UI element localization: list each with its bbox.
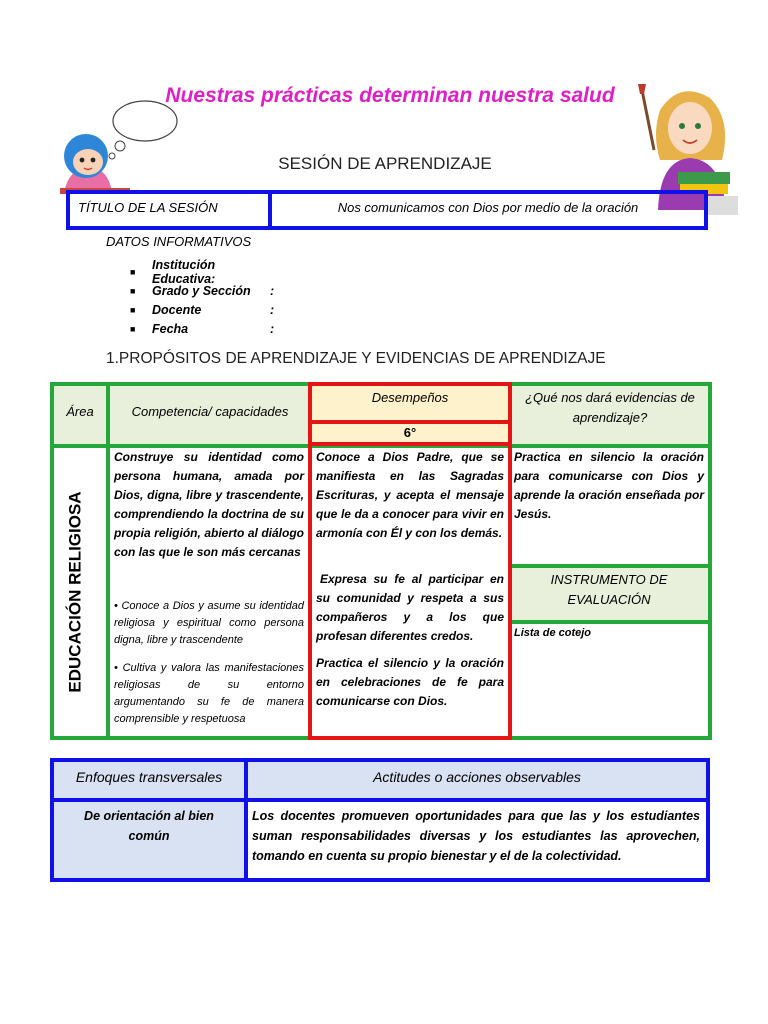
evidencia-text: Practica en silencio la oración para comunicarse con Dios y aprende la oración enseñada por Jesús. (514, 450, 704, 521)
header-area: Área (66, 404, 94, 419)
session-title-label: TÍTULO DE LA SESIÓN (70, 194, 272, 226)
divider (54, 798, 706, 802)
bullet-icon: ■ (130, 304, 136, 315)
purposes-heading: 1.PROPÓSITOS DE APRENDIZAJE Y EVIDENCIAS DE APRENDIZAJE (106, 350, 606, 367)
area-label: EDUCACIÓN RELIGIOSA (66, 491, 85, 693)
capacidad-item: • Conoce a Dios y asume su identidad religiosa y espiritual como persona digna, libre y trascendente (114, 600, 304, 646)
divider (244, 762, 248, 878)
list-item: ■ Grado y Sección : (130, 283, 275, 298)
bullet-icon: ■ (130, 323, 136, 334)
area-label-cell (56, 450, 96, 734)
actitud-value: Los docentes promueven oportunidades para que las y los estudiantes suman responsabilidades diversas y los estudiantes las aprovechen, tomando en cuenta su propio bienestar y el de la colectividad. (252, 809, 700, 863)
datos-list (130, 257, 275, 338)
divider (106, 382, 110, 740)
page-title: Nuestras prácticas determinan nuestra salud (165, 84, 615, 107)
header-desempenos: Desempeños (371, 390, 449, 405)
enfoque-value: De orientación al bien común (84, 809, 214, 843)
bullet-icon: ■ (130, 266, 136, 277)
header-enfoques: Enfoques transversales (75, 769, 223, 785)
desempeno-item: Conoce a Dios Padre, que se manifiesta en las Sagradas Escrituras, y acepta el mensaje que le da a conocer para vivir en armonía con Él y con los demás. (316, 450, 504, 540)
competency-table (50, 382, 712, 740)
instrumento-value: Lista de cotejo (514, 627, 592, 639)
divider (508, 564, 712, 568)
bullet-icon: ■ (130, 285, 136, 296)
enfoques-table (50, 758, 710, 882)
list-item: ■ Docente : (130, 302, 275, 317)
capacidad-item: • Cultiva y valora las manifestaciones religiosas de su entorno argumentando su fe de manera comprensible y respetuosa (114, 662, 304, 725)
session-title-table (66, 190, 708, 230)
header-actitudes: Actitudes o acciones observables (373, 769, 581, 785)
desempeno-item: Expresa su fe al participar en su comunidad y respeta a sus compañeros y a los que profesan diferentes credos. (316, 572, 504, 643)
header-grade: 6° (403, 425, 417, 440)
session-heading: SESIÓN DE APRENDIZAJE (278, 154, 492, 173)
girl-thinking-illustration (50, 96, 190, 196)
desempeno-item: Practica el silencio y la oración en celebraciones de fe para comunicarse con Dios. (316, 656, 504, 708)
datos-heading: DATOS INFORMATIVOS (106, 234, 252, 249)
competencia-text: Construye su identidad como persona humana, amada por Dios, digna, libre y trascendente, comprendiendo la doctrina de su propia religión, abierto al diálogo con las que le son más cercanas (114, 450, 304, 559)
list-item: ■ Fecha : (130, 321, 275, 336)
header-evidencias: ¿Qué nos dará evidencias de aprendizaje? (525, 390, 695, 425)
instrumento-heading: INSTRUMENTO DE EVALUACIÓN (550, 572, 668, 607)
list-item: ■ Institución Educativa: (130, 257, 216, 286)
header-competencia: Competencia/ capacidades (131, 404, 289, 419)
session-title-value: Nos comunicamos con Dios por medio de la oración (337, 200, 639, 215)
